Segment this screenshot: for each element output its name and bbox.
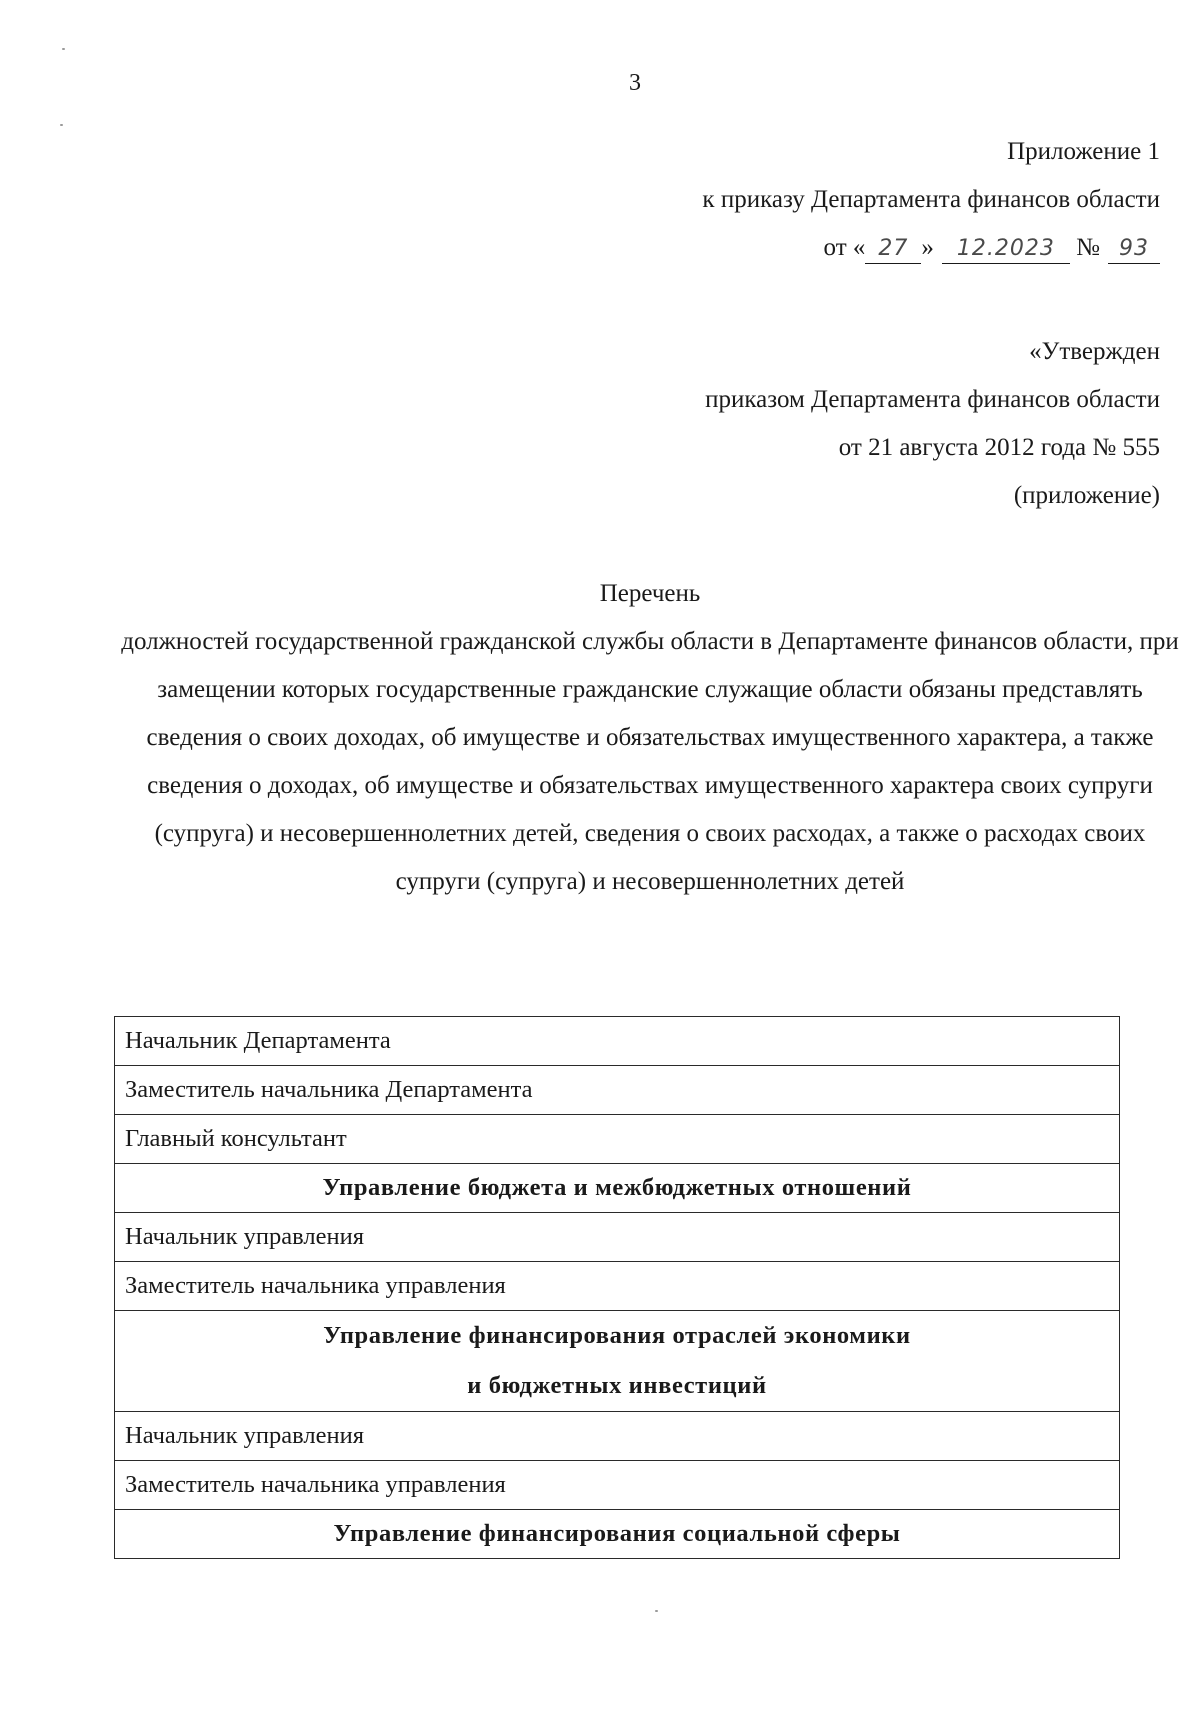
position-row: [115, 1017, 1120, 1066]
position-row: [115, 1412, 1120, 1461]
position-row: [115, 1262, 1120, 1311]
date-month-year-handwritten: 12.2023: [942, 235, 1070, 264]
annex-block: [702, 128, 1160, 272]
position-title: Заместитель начальника управления: [115, 1461, 1120, 1510]
annex-date-line: [702, 224, 1160, 272]
scan-speck: [60, 124, 63, 126]
section-row: [115, 1164, 1120, 1213]
position-row: [115, 1461, 1120, 1510]
list-heading: [120, 570, 1180, 906]
scan-speck: [62, 48, 65, 50]
position-title: Начальник Департамента: [115, 1017, 1120, 1066]
position-row: [115, 1213, 1120, 1262]
approved-line-1: «Утвержден: [1029, 338, 1160, 365]
position-title: Начальник управления: [115, 1412, 1120, 1461]
section-title: [115, 1311, 1120, 1412]
approved-block: [705, 328, 1160, 520]
date-prefix: от «: [823, 234, 866, 261]
approved-line-2: приказом Департамента финансов области: [705, 386, 1160, 413]
position-title: Начальник управления: [115, 1213, 1120, 1262]
number-label: №: [1076, 234, 1100, 261]
section-title: Управление финансирования социальной сферы: [115, 1510, 1120, 1559]
section-title-line: и бюджетных инвестиций: [467, 1372, 767, 1399]
section-row: [115, 1311, 1120, 1412]
scan-speck: [655, 1610, 658, 1612]
section-title: Управление бюджета и межбюджетных отношений: [115, 1164, 1120, 1213]
date-mid: »: [921, 234, 934, 261]
approved-line-3: от 21 августа 2012 года № 555: [838, 434, 1160, 461]
date-day-handwritten: 27: [865, 235, 921, 264]
section-row: [115, 1510, 1120, 1559]
annex-title: Приложение 1: [1007, 138, 1160, 165]
position-title: Главный консультант: [115, 1115, 1120, 1164]
list-description: должностей государственной гражданской службы области в Департаменте финансов области, при замещении которых государственные гражданские служащие области обязаны представлять сведения о своих доходах, об имуществе и обязательствах имущественного характера, а также сведения о доходах, об имуществе и обязательствах имущественного характера своих супруги (супруга) и несовершеннолетних детей, сведения о своих расходах, а также о расходах своих супруги (супруга) и несовершеннолетних детей: [121, 628, 1179, 895]
section-title-line: Управление финансирования отраслей экономики: [323, 1322, 911, 1349]
positions-table: [114, 1016, 1120, 1559]
list-title: Перечень: [599, 580, 701, 607]
position-row: [115, 1066, 1120, 1115]
page-number: 3: [629, 70, 641, 96]
position-title: Заместитель начальника управления: [115, 1262, 1120, 1311]
order-number-handwritten: 93: [1108, 235, 1160, 264]
positions-table-body: [115, 1017, 1120, 1559]
position-title: Заместитель начальника Департамента: [115, 1066, 1120, 1115]
annex-order-ref: к приказу Департамента финансов области: [702, 186, 1160, 213]
position-row: [115, 1115, 1120, 1164]
approved-line-4: (приложение): [1013, 482, 1160, 509]
